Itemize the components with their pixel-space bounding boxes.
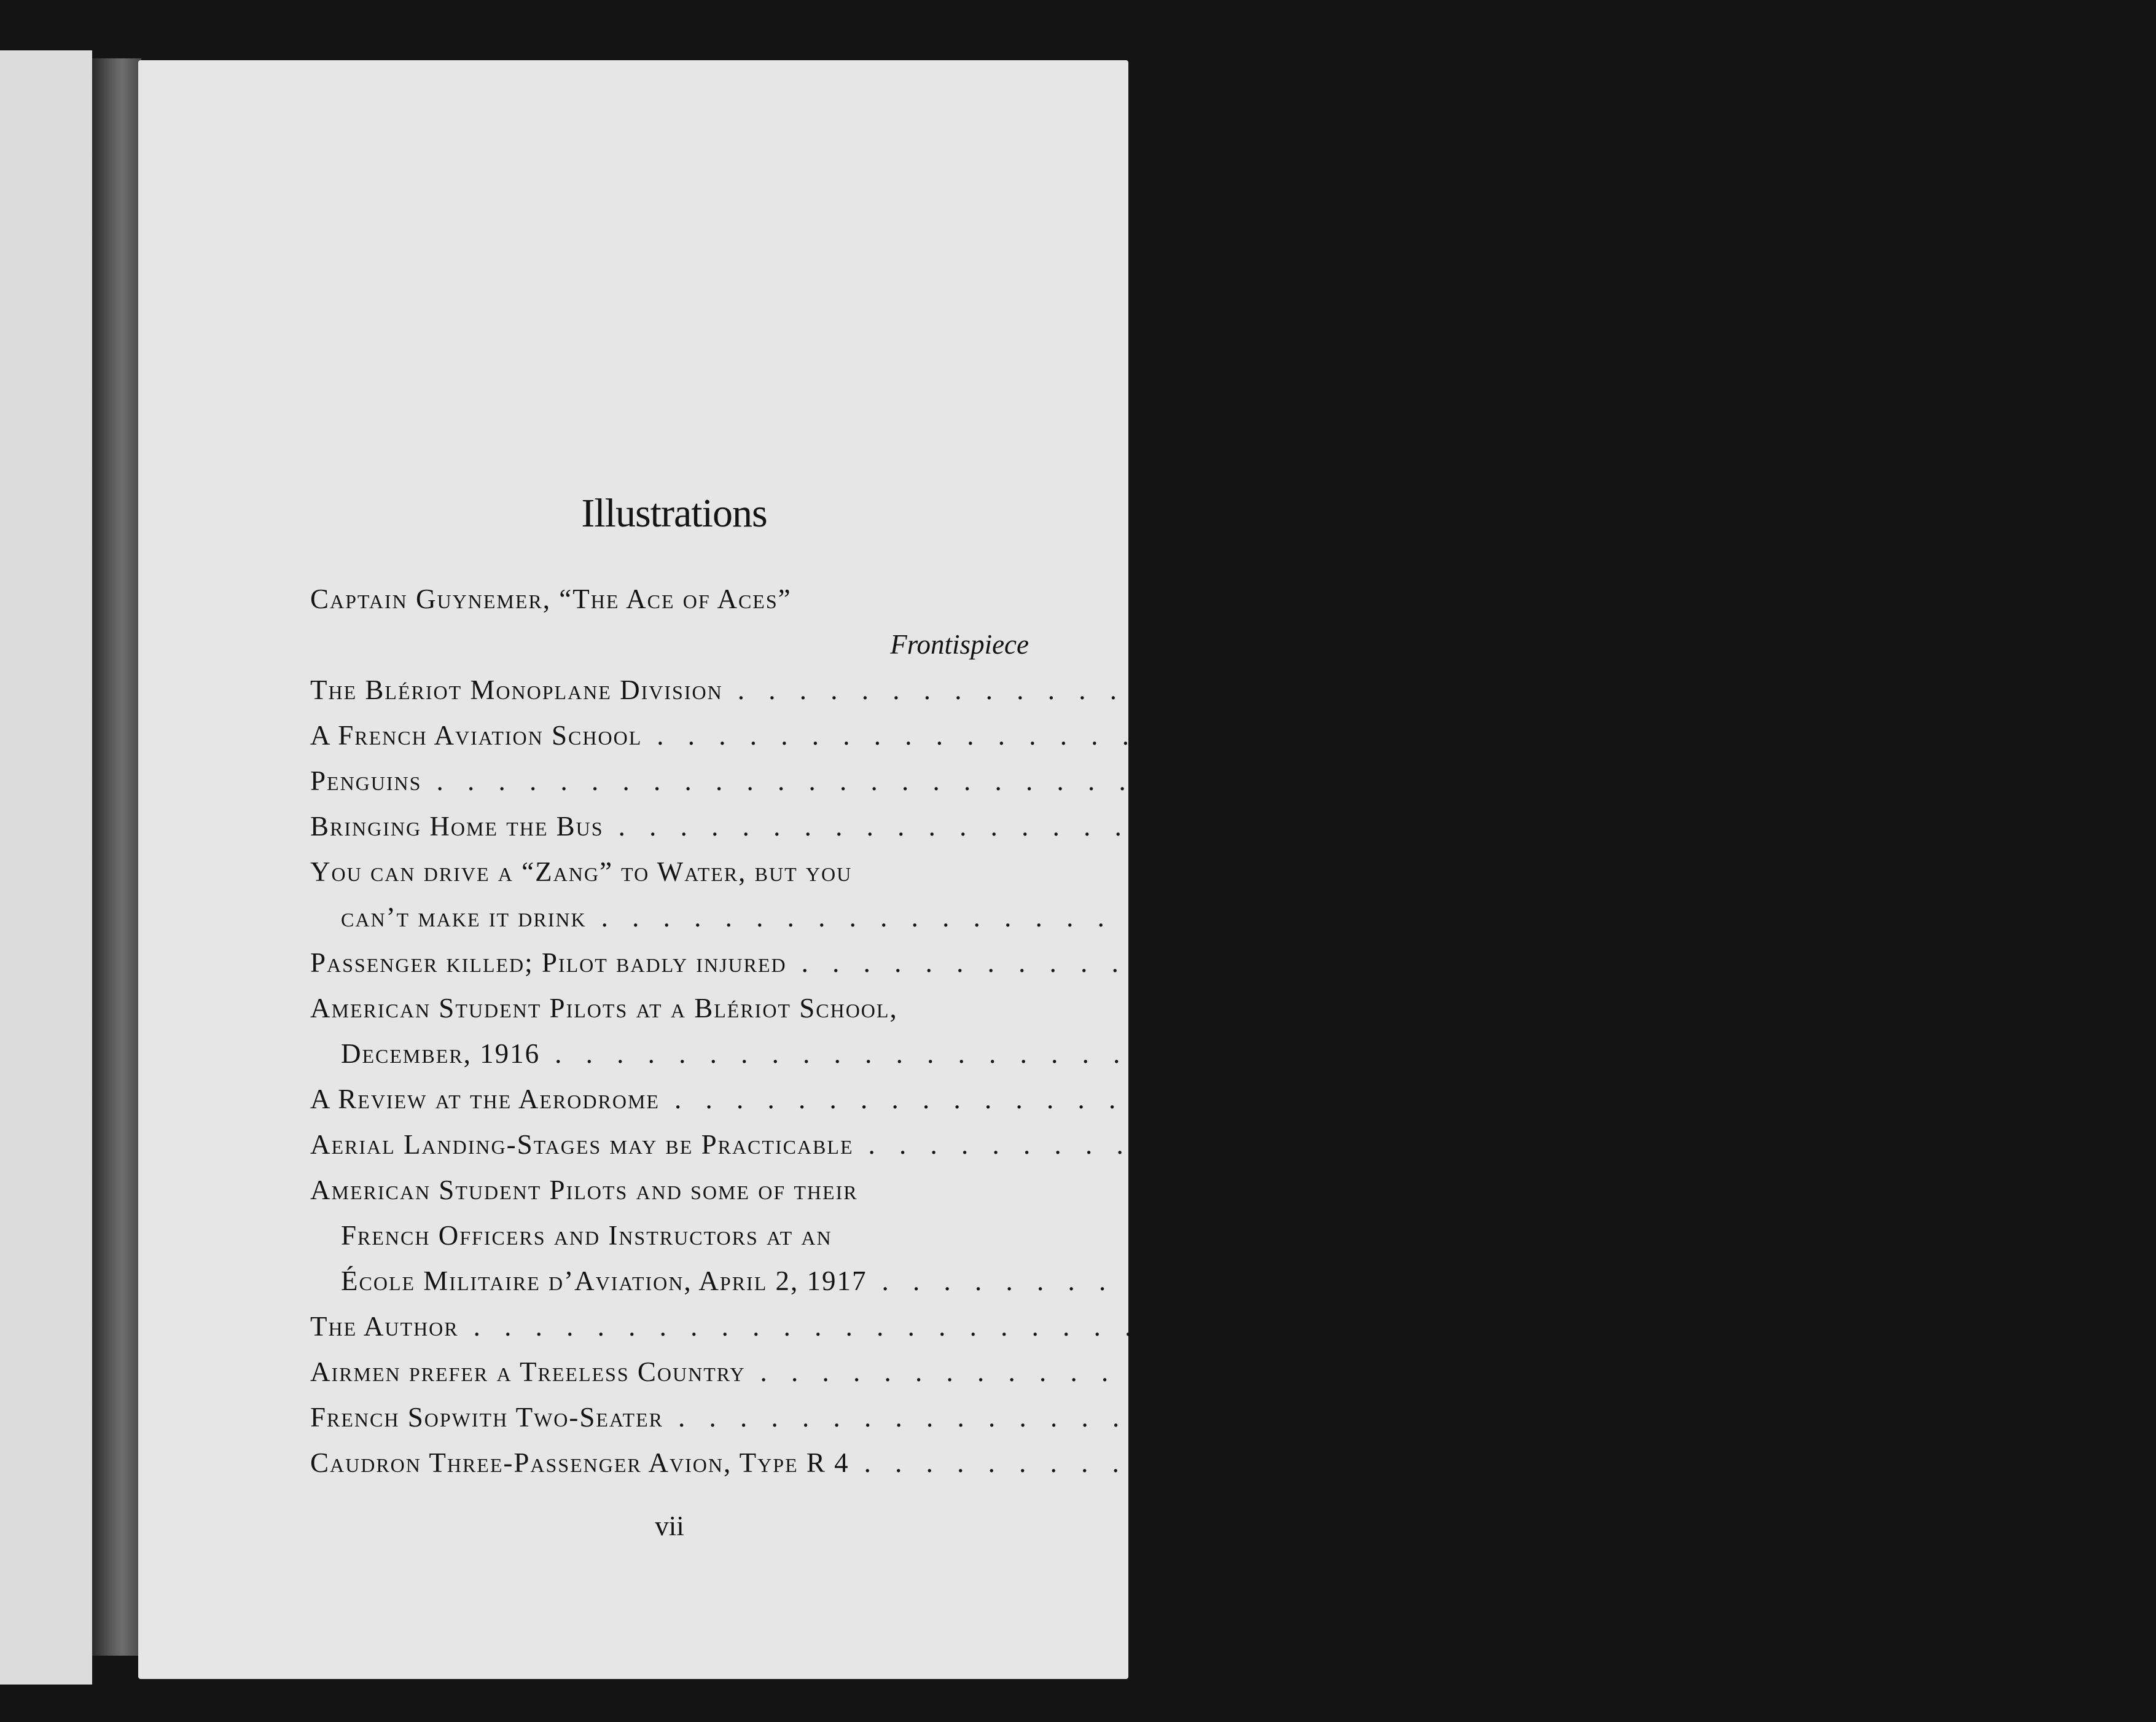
entry-page-number: 26 xyxy=(1683,765,1711,796)
entry-page-number: Frontispiece xyxy=(890,629,1029,660)
illustration-entry xyxy=(310,713,1932,758)
entry-page-number: 10 xyxy=(1984,675,2012,705)
entry-page-number: 22 xyxy=(1904,720,1932,751)
illustration-entry xyxy=(310,1167,2156,1304)
entry-title-line: French Officers and Instructors at an xyxy=(341,1220,832,1251)
entry-title-line: Caudron Three-Passenger Avion, Type R 4 xyxy=(310,1447,850,1478)
entry-last-line xyxy=(310,1349,2035,1395)
illustration-entry xyxy=(310,576,1029,667)
book-spine xyxy=(92,58,141,1656)
entry-title-line: Captain Guynemer, “The Ace of Aces” xyxy=(310,584,792,614)
entry-last-line xyxy=(310,713,1932,758)
illustration-entry xyxy=(310,985,1829,1076)
dot-leader: . . . . . . . . . . . . . . . . . . . . . . . . . . . . . . . . . . . . . . . . xyxy=(760,1356,1986,1387)
left-page-edge xyxy=(0,50,92,1685)
illustration-entry xyxy=(310,1395,1953,1440)
entry-last-line xyxy=(310,667,2012,713)
entry-title-line: French Sopwith Two-Seater xyxy=(310,1402,663,1433)
entry-title-line: The Author xyxy=(310,1311,459,1342)
entry-page-number: 54 xyxy=(1921,1084,1949,1114)
dot-leader: . . . . . . . . . . . . . . . . . . . . . . . . . . . . . . . . . . . . . . . . xyxy=(864,1447,2090,1478)
entry-last-line xyxy=(310,1304,1748,1349)
entry-page-number: 26 xyxy=(1865,811,1893,842)
dot-leader: . . . . . . . . . . . . . . . . . . . . . . . . . . . . . . . . . . . . . . . . xyxy=(868,1129,2094,1160)
entry-page-number: 82 xyxy=(2007,1356,2035,1387)
dot-leader: . . . . . . . . . . . . . . . . . . . . . . . . . . . . . . . . . . . . . . . . xyxy=(436,765,1662,796)
book-page xyxy=(138,60,2156,1679)
entry-title-line: Passenger killed; Pilot badly injured xyxy=(310,947,787,978)
entry-title-line: A Review at the Aerodrome xyxy=(310,1084,660,1114)
dot-leader: . . . . . . . . . . . . . . . . . . . . . . . . . . . . . . . . . . . . . . . . xyxy=(601,902,1827,933)
entry-page-number: 62 xyxy=(2128,1266,2156,1296)
entry-last-line xyxy=(310,1031,1829,1076)
entry-page-number: 34 xyxy=(1848,902,1876,933)
illustration-entry xyxy=(310,667,2012,713)
dot-leader: . . . . . . . . . . . . . . . . . . . . . . . . . . . . . . . . . . . . . . . . xyxy=(473,1311,1699,1342)
illustrations-list xyxy=(310,576,2156,1485)
entry-last-line xyxy=(310,1440,2139,1485)
entry-last-line xyxy=(310,894,1876,940)
illustration-entry xyxy=(310,849,1876,940)
entry-last-line xyxy=(310,940,2076,985)
entry-title-line: can’t make it drink xyxy=(341,902,587,933)
entry-last-line xyxy=(310,804,1893,849)
entry-title-line: American Student Pilots and some of their xyxy=(310,1175,858,1205)
entry-last-line xyxy=(310,1122,2143,1167)
illustration-entry xyxy=(310,1122,2143,1167)
dot-leader: . . . . . . . . . . . . . . . . . . . . . . . . . . . . . . . . . . . . . . . . xyxy=(674,1084,1900,1114)
illustration-entry xyxy=(310,1349,2035,1395)
illustration-entry xyxy=(310,1076,1949,1122)
dot-leader: . . . . . . . . . . . . . . . . . . . . . . . . . . . . . . . . . . . . . . . . xyxy=(555,1038,1780,1069)
entry-last-line xyxy=(310,758,1711,804)
entry-title-line: December, 1916 xyxy=(341,1038,541,1069)
entry-title-line: You can drive a “Zang” to Water, but you xyxy=(310,856,853,887)
entry-title-line: Airmen prefer a Treeless Country xyxy=(310,1356,746,1387)
entry-title-line: École Militaire d’Aviation, April 2, 1917 xyxy=(341,1266,867,1296)
entry-page-number: 68 xyxy=(1720,1311,1748,1342)
entry-page-number: 88 xyxy=(1924,1402,1953,1433)
dot-leader: . . . . . . . . . . . . . . . . . . . . . . . . . . . . . . . . . . . . . . . . xyxy=(881,1266,2107,1296)
page-title: Illustrations xyxy=(581,491,767,536)
dot-leader: . . . . . . . . . . . . . . . . . . . . . . . . . . . . . . . . . . . . . . . . xyxy=(618,811,1844,842)
entry-title-line: American Student Pilots at a Blériot School, xyxy=(310,993,898,1023)
dot-leader: . . . . . . . . . . . . . . . . . . . . . . . . . . . . . . . . . . . . . . . . xyxy=(678,1402,1904,1433)
dot-leader: . . . . . . . . . . . . . . . . . . . . . . . . . . . . . . . . . . . . . . . . xyxy=(801,947,2027,978)
illustration-entry xyxy=(310,1440,2139,1485)
entry-title-line: A French Aviation School xyxy=(310,720,643,751)
illustration-entry xyxy=(310,940,2076,985)
dot-leader: . . . . . . . . . . . . . . . . . . . . . . . . . . . . . . . . . . . . . . . . xyxy=(737,675,1963,705)
entry-last-line xyxy=(310,1395,1953,1440)
entry-title-line: Aerial Landing-Stages may be Practicable xyxy=(310,1129,854,1160)
entry-title-line: The Blériot Monoplane Division xyxy=(310,675,723,705)
entry-page-number: 34 xyxy=(2048,947,2076,978)
entry-page-number: 88 xyxy=(2111,1447,2139,1478)
entry-last-line xyxy=(310,1258,2156,1304)
dot-leader: . . . . . . . . . . . . . . . . . . . . . . . . . . . . . . . . . . . . . . . . xyxy=(657,720,1883,751)
entry-title-line: Bringing Home the Bus xyxy=(310,811,604,842)
illustration-entry xyxy=(310,758,1711,804)
illustration-entry xyxy=(310,1304,1748,1349)
page-number: vii xyxy=(655,1511,684,1541)
entry-last-line xyxy=(310,1076,1949,1122)
entry-page-number: 58 xyxy=(2115,1129,2143,1160)
entry-page-number: 48 xyxy=(1801,1038,1829,1069)
entry-title-line: Penguins xyxy=(310,765,422,796)
illustration-entry xyxy=(310,804,1893,849)
